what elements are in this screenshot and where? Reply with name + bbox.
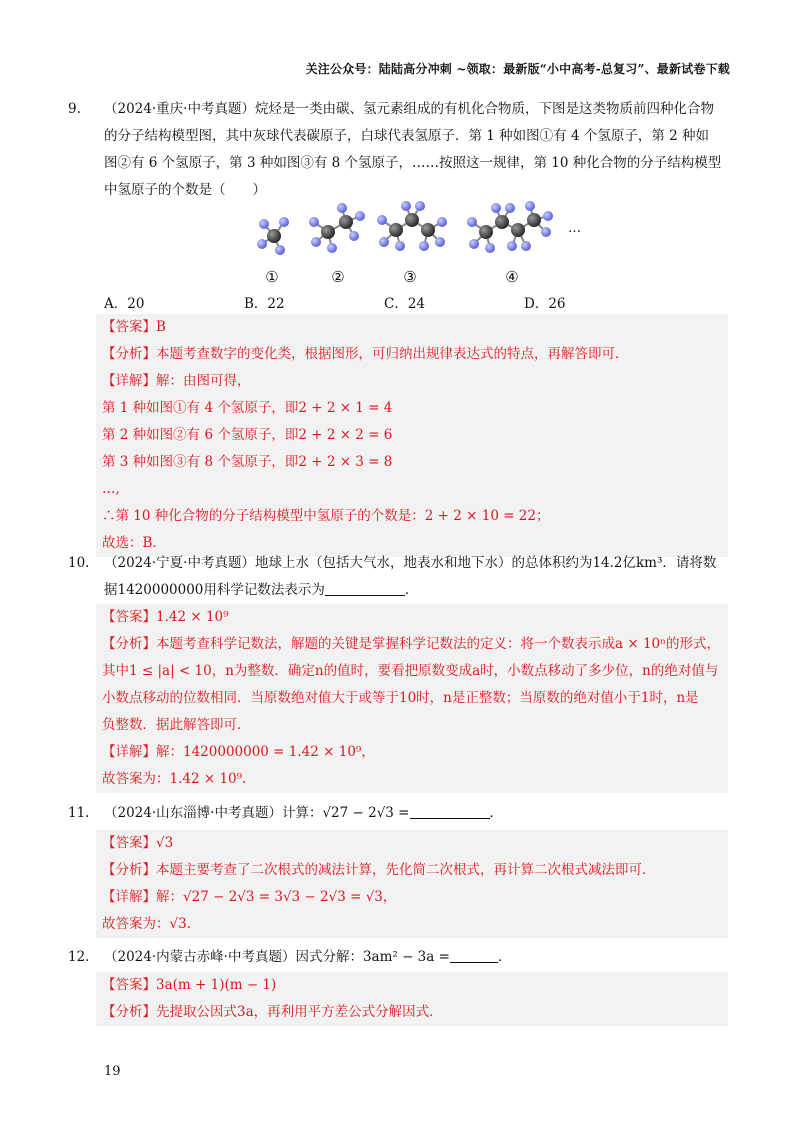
answer-block-12 bbox=[96, 972, 728, 1026]
answer-blank bbox=[325, 581, 405, 596]
analysis-line: 【分析】本题考查数字的变化类，根据图形，可归纳出规律表达式的特点，再解答即可． bbox=[102, 346, 629, 362]
answer-block-9 bbox=[96, 314, 728, 557]
detail-line: 【详解】解：√27 − 2√3 = 3√3 − 2√3 = √3， bbox=[102, 889, 397, 905]
step-line: 故选：B． bbox=[102, 535, 166, 551]
analysis-line: 负整数．据此解答即可． bbox=[102, 717, 251, 733]
detail-line: 【详解】解：1420000000 = 1.42 × 10⁹， bbox=[102, 744, 375, 760]
figure-label-2: ② bbox=[331, 268, 345, 286]
answer-block-10 bbox=[96, 604, 728, 793]
answer-blank bbox=[450, 948, 498, 963]
answer-blank bbox=[410, 804, 490, 819]
molecule-1 bbox=[257, 217, 289, 255]
question-text: ． bbox=[497, 949, 512, 965]
answer-line: 【答案】3a(m + 1)(m − 1) bbox=[102, 977, 277, 993]
answer-line: 【答案】B bbox=[102, 319, 166, 335]
question-10 bbox=[68, 550, 738, 604]
analysis-line: 其中1 ≤ |a| < 10，n为整数．确定n的值时，要看把原数变成a时，小数点移动了多少位，n的绝对值与 bbox=[102, 663, 719, 679]
question-9 bbox=[68, 96, 738, 204]
question-11 bbox=[68, 800, 738, 827]
figure-label-1: ① bbox=[265, 268, 279, 286]
question-text: 的分子结构模型图，其中灰球代表碳原子，白球代表氢原子．第 1 种如图①有 4 个氢原子，第 2 种如 bbox=[104, 128, 710, 144]
question-text: ． bbox=[404, 582, 419, 598]
option-b: B．22 bbox=[244, 296, 285, 312]
final-line: 故答案为：1.42 × 10⁹. bbox=[102, 771, 247, 787]
page-header: 关注公众号：陆陆高分冲刺 ~领取：最新版“小中高考-总复习”、最新试卷下载 bbox=[305, 62, 730, 76]
question-number: 9. bbox=[68, 101, 81, 117]
question-text: ． bbox=[489, 805, 503, 821]
answer-block-11 bbox=[96, 830, 728, 938]
question-text: （2024·重庆·中考真题）烷烃是一类由碳、氢元素组成的有机化合物质，下图是这类物质前四种化合物 bbox=[104, 101, 714, 117]
detail-line: 【详解】解：由图可得， bbox=[102, 373, 251, 389]
page-number: 19 bbox=[104, 1064, 121, 1079]
question-text: （2024·宁夏·中考真题）地球上水（包括大气水，地表水和地下水）的总体积约为14.2亿km³．请将数 bbox=[104, 555, 717, 571]
question-12 bbox=[68, 944, 738, 971]
question-text: 图②有 6 个氢原子，第 3 种如图③有 8 个氢原子，……按照这一规律，第 10 种化合物的分子结构模型 bbox=[104, 155, 722, 171]
molecule-2 bbox=[309, 203, 365, 253]
molecule-3 bbox=[377, 201, 447, 251]
figure-label-3: ③ bbox=[403, 268, 417, 286]
step-line: …, bbox=[102, 481, 120, 497]
step-line: ∴第 10 种化合物的分子结构模型中氢原子的个数是：2 + 2 × 10 = 22； bbox=[102, 508, 550, 524]
question-number: 10. bbox=[68, 555, 90, 571]
question-number: 11. bbox=[68, 805, 90, 821]
answer-line: 【答案】1.42 × 10⁹ bbox=[102, 609, 229, 625]
question-text: （2024·山东淄博·中考真题）计算：√27 − 2√3 = bbox=[104, 805, 410, 821]
question-text: （2024·内蒙古赤峰·中考真题）因式分解：3am² − 3a = bbox=[104, 949, 450, 965]
molecule-4 bbox=[467, 201, 553, 253]
analysis-line: 【分析】先提取公因式3a，再利用平方差公式分解因式． bbox=[102, 1004, 443, 1020]
step-line: 第 3 种如图③有 8 个氢原子，即2 + 2 × 3 = 8 bbox=[102, 454, 393, 470]
option-c: C．24 bbox=[384, 296, 426, 312]
option-d: D．26 bbox=[524, 296, 566, 312]
figure-ellipsis: … bbox=[568, 221, 581, 236]
step-line: 第 1 种如图①有 4 个氢原子，即2 + 2 × 1 = 4 bbox=[102, 400, 393, 416]
analysis-line: 【分析】本题主要考查了二次根式的减法计算，先化简二次根式，再计算二次根式减法即可． bbox=[102, 862, 656, 878]
figure-label-4: ④ bbox=[505, 268, 519, 286]
final-line: 故答案为：√3. bbox=[102, 916, 191, 932]
molecule-figure bbox=[250, 196, 590, 296]
option-a: A．20 bbox=[104, 296, 145, 312]
step-line: 第 2 种如图②有 6 个氢原子，即2 + 2 × 2 = 6 bbox=[102, 427, 393, 443]
question-text: 中氢原子的个数是（ ） bbox=[104, 182, 266, 198]
answer-line: 【答案】√3 bbox=[102, 835, 174, 851]
question-text: 据1420000000用科学记数法表示为 bbox=[104, 582, 325, 598]
question-number: 12. bbox=[68, 949, 90, 965]
analysis-line: 小数点移动的位数相同．当原数绝对值大于或等于10时，n是正整数；当原数的绝对值小于1时，n是 bbox=[102, 690, 699, 706]
analysis-line: 【分析】本题考查科学记数法，解题的关键是掌握科学记数法的定义：将一个数表示成a × 10ⁿ的形式， bbox=[102, 636, 720, 652]
options bbox=[104, 292, 664, 312]
